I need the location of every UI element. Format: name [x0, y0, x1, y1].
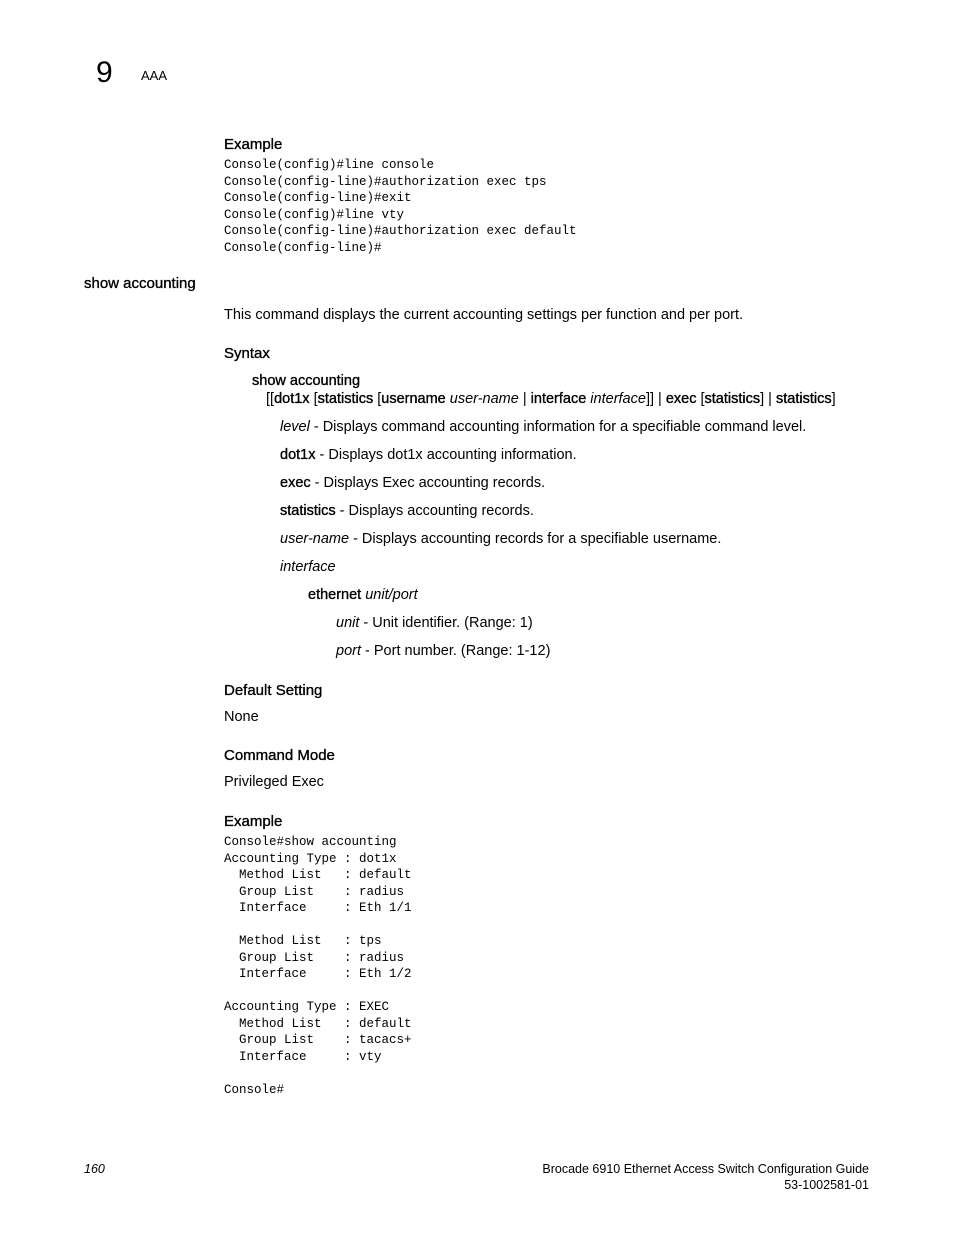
- syntax-punct: [: [696, 391, 705, 407]
- param-desc: - Displays accounting records for a specifiable username.: [349, 531, 722, 547]
- syntax-punct: ]: [831, 391, 836, 407]
- param-term: dot1x: [280, 447, 316, 463]
- syntax-punct: |: [518, 391, 531, 407]
- syntax-command: show accounting: [252, 373, 361, 389]
- page-number: 160: [84, 1162, 105, 1176]
- syntax-options-line: [266, 391, 836, 407]
- syntax-keyword-username: username: [381, 391, 446, 407]
- syntax-arg-user-name: user-name: [445, 391, 519, 407]
- param-level: [280, 419, 806, 435]
- param-port: [336, 643, 550, 659]
- syntax-punct: [: [309, 391, 318, 407]
- command-mode-value: Privileged Exec: [224, 774, 324, 790]
- param-term: ethernet: [308, 587, 362, 603]
- param-interface: interface: [280, 559, 336, 575]
- syntax-keyword-statistics: statistics: [775, 391, 832, 407]
- example-heading: Example: [224, 813, 283, 830]
- param-desc: - Port number. (Range: 1-12): [361, 643, 551, 659]
- syntax-keyword-exec: exec: [665, 391, 697, 407]
- syntax-punct: ] |: [760, 391, 776, 407]
- default-setting-heading: Default Setting: [224, 682, 323, 699]
- param-unit: [336, 615, 533, 631]
- param-statistics: [280, 503, 534, 519]
- syntax-punct: ]] |: [645, 391, 666, 407]
- command-description: This command displays the current accounting settings per function and per port.: [224, 307, 744, 323]
- param-term: statistics: [280, 503, 336, 519]
- example-heading: Example: [224, 136, 283, 153]
- param-term: unit: [336, 615, 360, 631]
- param-desc: - Displays accounting records.: [335, 503, 534, 519]
- param-term: exec: [280, 475, 311, 491]
- command-title: show accounting: [84, 275, 196, 292]
- param-desc: - Displays command accounting information for a specifiable command level.: [309, 419, 807, 435]
- document-number: 53-1002581-01: [784, 1178, 869, 1192]
- example-code-block: Console(config)#line console Console(config-line)#authorization exec tps Console(config-line)#exit Console(config)#line vty Console(config-line)#authorization exec default Console(config-line)#: [224, 158, 577, 255]
- chapter-number: 9: [96, 56, 113, 89]
- syntax-heading: Syntax: [224, 345, 270, 362]
- param-user-name: [280, 531, 721, 547]
- param-arg: unit/port: [361, 587, 418, 603]
- default-setting-value: None: [224, 709, 259, 725]
- syntax-keyword-dot1x: dot1x: [274, 391, 310, 407]
- syntax-arg-interface: interface: [586, 391, 646, 407]
- param-term: user-name: [280, 531, 350, 547]
- param-ethernet: [308, 587, 418, 603]
- document-title: Brocade 6910 Ethernet Access Switch Configuration Guide: [542, 1162, 869, 1176]
- param-term: port: [336, 643, 361, 659]
- example-code-block: Console#show accounting Accounting Type : dot1x Method List : default Group List : radius Interface : Eth 1/1 Method List : tps Group List : radius Interface : Eth 1/2 Accounting Type : EXEC Method List : default Group List : tacacs+ Interface : vty Console#: [224, 835, 412, 1097]
- param-desc: - Displays Exec accounting records.: [310, 475, 546, 491]
- param-exec: [280, 475, 545, 491]
- chapter-title: AAA: [141, 68, 168, 83]
- param-dot1x: [280, 447, 577, 463]
- syntax-keyword-interface: interface: [530, 391, 587, 407]
- param-term: level: [280, 419, 310, 435]
- syntax-punct: [[: [266, 391, 275, 407]
- syntax-keyword-statistics: statistics: [704, 391, 761, 407]
- syntax-keyword-statistics: statistics: [317, 391, 374, 407]
- command-mode-heading: Command Mode: [224, 747, 335, 764]
- syntax-punct: [: [373, 391, 382, 407]
- param-desc: - Displays dot1x accounting information.: [315, 447, 577, 463]
- param-desc: - Unit identifier. (Range: 1): [359, 615, 533, 631]
